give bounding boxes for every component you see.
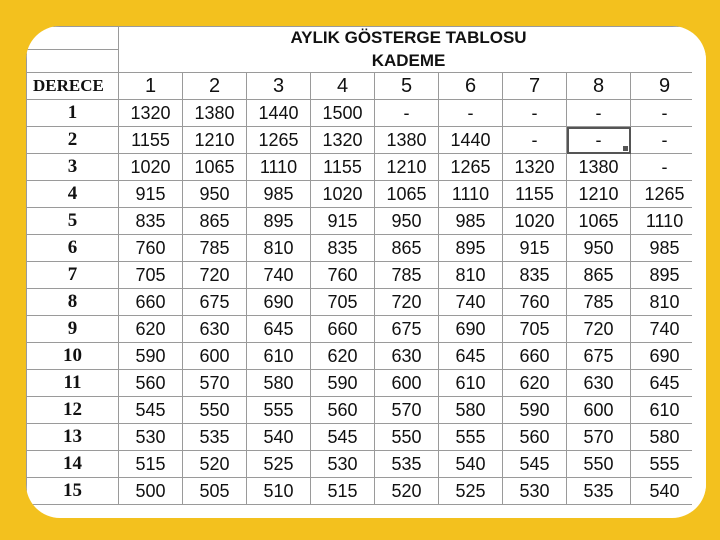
selected-cell[interactable]: - [567, 127, 631, 154]
table-cell[interactable]: 835 [311, 235, 375, 262]
table-cell[interactable]: 520 [183, 451, 247, 478]
table-cell[interactable]: 630 [183, 316, 247, 343]
table-cell[interactable]: 690 [439, 316, 503, 343]
table-cell[interactable]: - [503, 127, 567, 154]
table-cell[interactable]: 1440 [247, 100, 311, 127]
salary-indicator-table [26, 26, 699, 505]
table-cell[interactable]: 1020 [503, 208, 567, 235]
table-cell[interactable]: 555 [631, 451, 699, 478]
table-cell[interactable]: 1155 [503, 181, 567, 208]
table-cell[interactable]: 600 [567, 397, 631, 424]
table-cell[interactable]: 1110 [247, 154, 311, 181]
table-cell[interactable]: 1265 [631, 181, 699, 208]
table-cell[interactable]: 535 [375, 451, 439, 478]
table-cell[interactable]: 720 [183, 262, 247, 289]
table-cell[interactable]: 1440 [439, 127, 503, 154]
row-header-derece[interactable]: 10 [27, 343, 119, 370]
table-cell[interactable]: 705 [119, 262, 183, 289]
table-row [27, 451, 699, 478]
table-cell[interactable]: 1380 [567, 154, 631, 181]
table-cell[interactable]: 785 [567, 289, 631, 316]
table-cell[interactable]: 560 [503, 424, 567, 451]
table-row [27, 208, 699, 235]
column-header-kademe-9[interactable]: 9 [631, 73, 699, 100]
table-cell[interactable]: 515 [311, 478, 375, 505]
table-cell[interactable]: 545 [119, 397, 183, 424]
table-cell[interactable]: - [439, 100, 503, 127]
row-header-derece[interactable]: 9 [27, 316, 119, 343]
table-cell[interactable]: 1065 [375, 181, 439, 208]
table-cell[interactable]: 540 [631, 478, 699, 505]
table-cell[interactable]: 560 [311, 397, 375, 424]
table-cell[interactable]: - [503, 100, 567, 127]
table-cell[interactable]: 895 [631, 262, 699, 289]
table-cell[interactable]: 1155 [311, 154, 375, 181]
table-cell[interactable]: 1210 [567, 181, 631, 208]
table-cell[interactable]: 610 [631, 397, 699, 424]
table-cell[interactable]: 1065 [567, 208, 631, 235]
row-header-derece[interactable]: 14 [27, 451, 119, 478]
fill-handle[interactable] [623, 146, 628, 151]
table-row [27, 397, 699, 424]
table-cell[interactable]: 1020 [119, 154, 183, 181]
table-cell[interactable]: 1320 [311, 127, 375, 154]
table-cell[interactable]: 740 [439, 289, 503, 316]
table-cell[interactable]: 690 [247, 289, 311, 316]
table-row [27, 154, 699, 181]
spreadsheet [26, 26, 706, 518]
table-cell[interactable]: 950 [375, 208, 439, 235]
table-cell[interactable]: 1210 [183, 127, 247, 154]
table-subtitle[interactable]: KADEME [119, 50, 699, 73]
table-cell[interactable]: 535 [183, 424, 247, 451]
table-cell[interactable]: 740 [247, 262, 311, 289]
table-cell[interactable]: 915 [119, 181, 183, 208]
column-header-kademe-2[interactable]: 2 [183, 73, 247, 100]
table-cell[interactable]: 550 [183, 397, 247, 424]
corner-blank-top[interactable] [27, 27, 119, 50]
column-header-kademe-7[interactable]: 7 [503, 73, 567, 100]
column-header-kademe-3[interactable]: 3 [247, 73, 311, 100]
table-cell[interactable]: - [567, 100, 631, 127]
table-row [27, 181, 699, 208]
table-cell[interactable]: 660 [311, 316, 375, 343]
table-cell[interactable]: 950 [567, 235, 631, 262]
table-cell[interactable]: 570 [375, 397, 439, 424]
table-cell[interactable]: 535 [567, 478, 631, 505]
table-cell[interactable]: 600 [183, 343, 247, 370]
card-edge [692, 26, 706, 518]
table-cell[interactable]: 985 [439, 208, 503, 235]
table-cell[interactable]: 760 [119, 235, 183, 262]
table-cell[interactable]: - [631, 154, 699, 181]
table-cell[interactable]: 620 [119, 316, 183, 343]
table-cell[interactable]: 985 [247, 181, 311, 208]
row-header-derece[interactable]: 2 [27, 127, 119, 154]
column-header-kademe-1[interactable]: 1 [119, 73, 183, 100]
table-cell[interactable]: 675 [375, 316, 439, 343]
row-header-derece[interactable]: 13 [27, 424, 119, 451]
table-cell[interactable]: 590 [311, 370, 375, 397]
table-cell[interactable]: 1020 [311, 181, 375, 208]
table-row [27, 235, 699, 262]
table-cell[interactable]: 645 [631, 370, 699, 397]
table-cell[interactable]: 580 [439, 397, 503, 424]
row-header-derece[interactable]: 12 [27, 397, 119, 424]
table-cell[interactable]: 610 [247, 343, 311, 370]
table-cell[interactable]: 740 [631, 316, 699, 343]
table-cell[interactable]: 580 [631, 424, 699, 451]
table-cell[interactable]: 520 [375, 478, 439, 505]
column-header-kademe-5[interactable]: 5 [375, 73, 439, 100]
table-title[interactable]: AYLIK GÖSTERGE TABLOSU [119, 27, 699, 50]
table-row [27, 370, 699, 397]
table-cell[interactable]: 540 [247, 424, 311, 451]
table-cell[interactable]: - [631, 100, 699, 127]
table-cell[interactable]: 540 [439, 451, 503, 478]
table-cell[interactable]: 550 [375, 424, 439, 451]
table-cell[interactable]: 550 [567, 451, 631, 478]
table-row [27, 262, 699, 289]
table-cell[interactable]: 1320 [503, 154, 567, 181]
table-cell[interactable]: 675 [183, 289, 247, 316]
table-cell[interactable]: 505 [183, 478, 247, 505]
table-cell[interactable]: 1155 [119, 127, 183, 154]
table-cell[interactable]: 545 [503, 451, 567, 478]
table-cell[interactable]: 760 [311, 262, 375, 289]
table-cell[interactable]: 545 [311, 424, 375, 451]
table-cell[interactable]: 1110 [631, 208, 699, 235]
table-cell[interactable]: 530 [119, 424, 183, 451]
table-cell[interactable]: 865 [183, 208, 247, 235]
table-row [27, 316, 699, 343]
corner-blank-sub[interactable] [27, 50, 119, 73]
table-cell[interactable]: 720 [567, 316, 631, 343]
table-cell[interactable]: 1265 [247, 127, 311, 154]
table-cell[interactable]: 620 [503, 370, 567, 397]
table-cell[interactable]: 760 [503, 289, 567, 316]
table-row [27, 127, 699, 154]
table-cell[interactable]: 630 [567, 370, 631, 397]
row-header-derece[interactable]: 11 [27, 370, 119, 397]
table-cell[interactable]: 1065 [183, 154, 247, 181]
table-cell[interactable]: 895 [439, 235, 503, 262]
table-cell[interactable]: 590 [503, 397, 567, 424]
table-cell[interactable]: 865 [567, 262, 631, 289]
row-header-derece[interactable]: 1 [27, 100, 119, 127]
table-cell[interactable]: 785 [183, 235, 247, 262]
table-cell[interactable]: 675 [567, 343, 631, 370]
table-cell[interactable]: 985 [631, 235, 699, 262]
table-cell[interactable]: 720 [375, 289, 439, 316]
table-cell[interactable]: 660 [119, 289, 183, 316]
slide-card [26, 26, 706, 518]
table-cell[interactable]: 705 [503, 316, 567, 343]
row-header-derece[interactable]: 4 [27, 181, 119, 208]
table-cell[interactable]: 610 [439, 370, 503, 397]
table-row [27, 100, 699, 127]
table-row [27, 343, 699, 370]
table-cell[interactable]: 525 [247, 451, 311, 478]
table-cell[interactable]: 1500 [311, 100, 375, 127]
row-header-derece[interactable]: 3 [27, 154, 119, 181]
table-cell[interactable]: 835 [503, 262, 567, 289]
table-cell[interactable]: 555 [439, 424, 503, 451]
table-cell[interactable]: 600 [375, 370, 439, 397]
table-cell[interactable]: 530 [503, 478, 567, 505]
table-row [27, 289, 699, 316]
table-cell[interactable]: 865 [375, 235, 439, 262]
table-cell[interactable]: - [631, 127, 699, 154]
table-cell[interactable]: 1110 [439, 181, 503, 208]
table-cell[interactable]: 510 [247, 478, 311, 505]
table-cell[interactable]: 620 [311, 343, 375, 370]
row-header-label[interactable]: DERECE [27, 73, 119, 100]
table-cell[interactable]: 810 [247, 235, 311, 262]
table-row [27, 424, 699, 451]
row-header-derece[interactable]: 15 [27, 478, 119, 505]
row-header-derece[interactable]: 5 [27, 208, 119, 235]
table-cell[interactable]: 835 [119, 208, 183, 235]
table-cell[interactable]: 645 [439, 343, 503, 370]
row-header-derece[interactable]: 8 [27, 289, 119, 316]
table-cell[interactable]: 590 [119, 343, 183, 370]
table-cell[interactable]: 570 [183, 370, 247, 397]
table-cell[interactable]: 530 [311, 451, 375, 478]
table-cell[interactable]: 500 [119, 478, 183, 505]
row-header-derece[interactable]: 7 [27, 262, 119, 289]
table-cell[interactable]: 515 [119, 451, 183, 478]
table-cell[interactable]: 660 [503, 343, 567, 370]
table-cell[interactable]: 645 [247, 316, 311, 343]
table-cell[interactable]: 525 [439, 478, 503, 505]
table-cell[interactable]: 810 [631, 289, 699, 316]
table-cell[interactable]: 1380 [375, 127, 439, 154]
table-cell[interactable]: 915 [311, 208, 375, 235]
table-cell[interactable]: - [375, 100, 439, 127]
row-header-derece[interactable]: 6 [27, 235, 119, 262]
table-cell[interactable]: 705 [311, 289, 375, 316]
table-cell[interactable]: 580 [247, 370, 311, 397]
table-cell[interactable]: 690 [631, 343, 699, 370]
column-header-kademe-8[interactable]: 8 [567, 73, 631, 100]
table-row [27, 478, 699, 505]
table-cell[interactable]: 570 [567, 424, 631, 451]
table-cell[interactable]: 810 [439, 262, 503, 289]
table-cell[interactable]: 555 [247, 397, 311, 424]
table-cell[interactable]: 1210 [375, 154, 439, 181]
table-cell[interactable]: 1265 [439, 154, 503, 181]
table-cell[interactable]: 1320 [119, 100, 183, 127]
table-cell[interactable]: 630 [375, 343, 439, 370]
table-cell[interactable]: 895 [247, 208, 311, 235]
table-cell[interactable]: 1380 [183, 100, 247, 127]
table-cell[interactable]: 950 [183, 181, 247, 208]
table-cell[interactable]: 785 [375, 262, 439, 289]
table-cell[interactable]: 915 [503, 235, 567, 262]
column-header-kademe-4[interactable]: 4 [311, 73, 375, 100]
table-cell[interactable]: 560 [119, 370, 183, 397]
column-header-kademe-6[interactable]: 6 [439, 73, 503, 100]
